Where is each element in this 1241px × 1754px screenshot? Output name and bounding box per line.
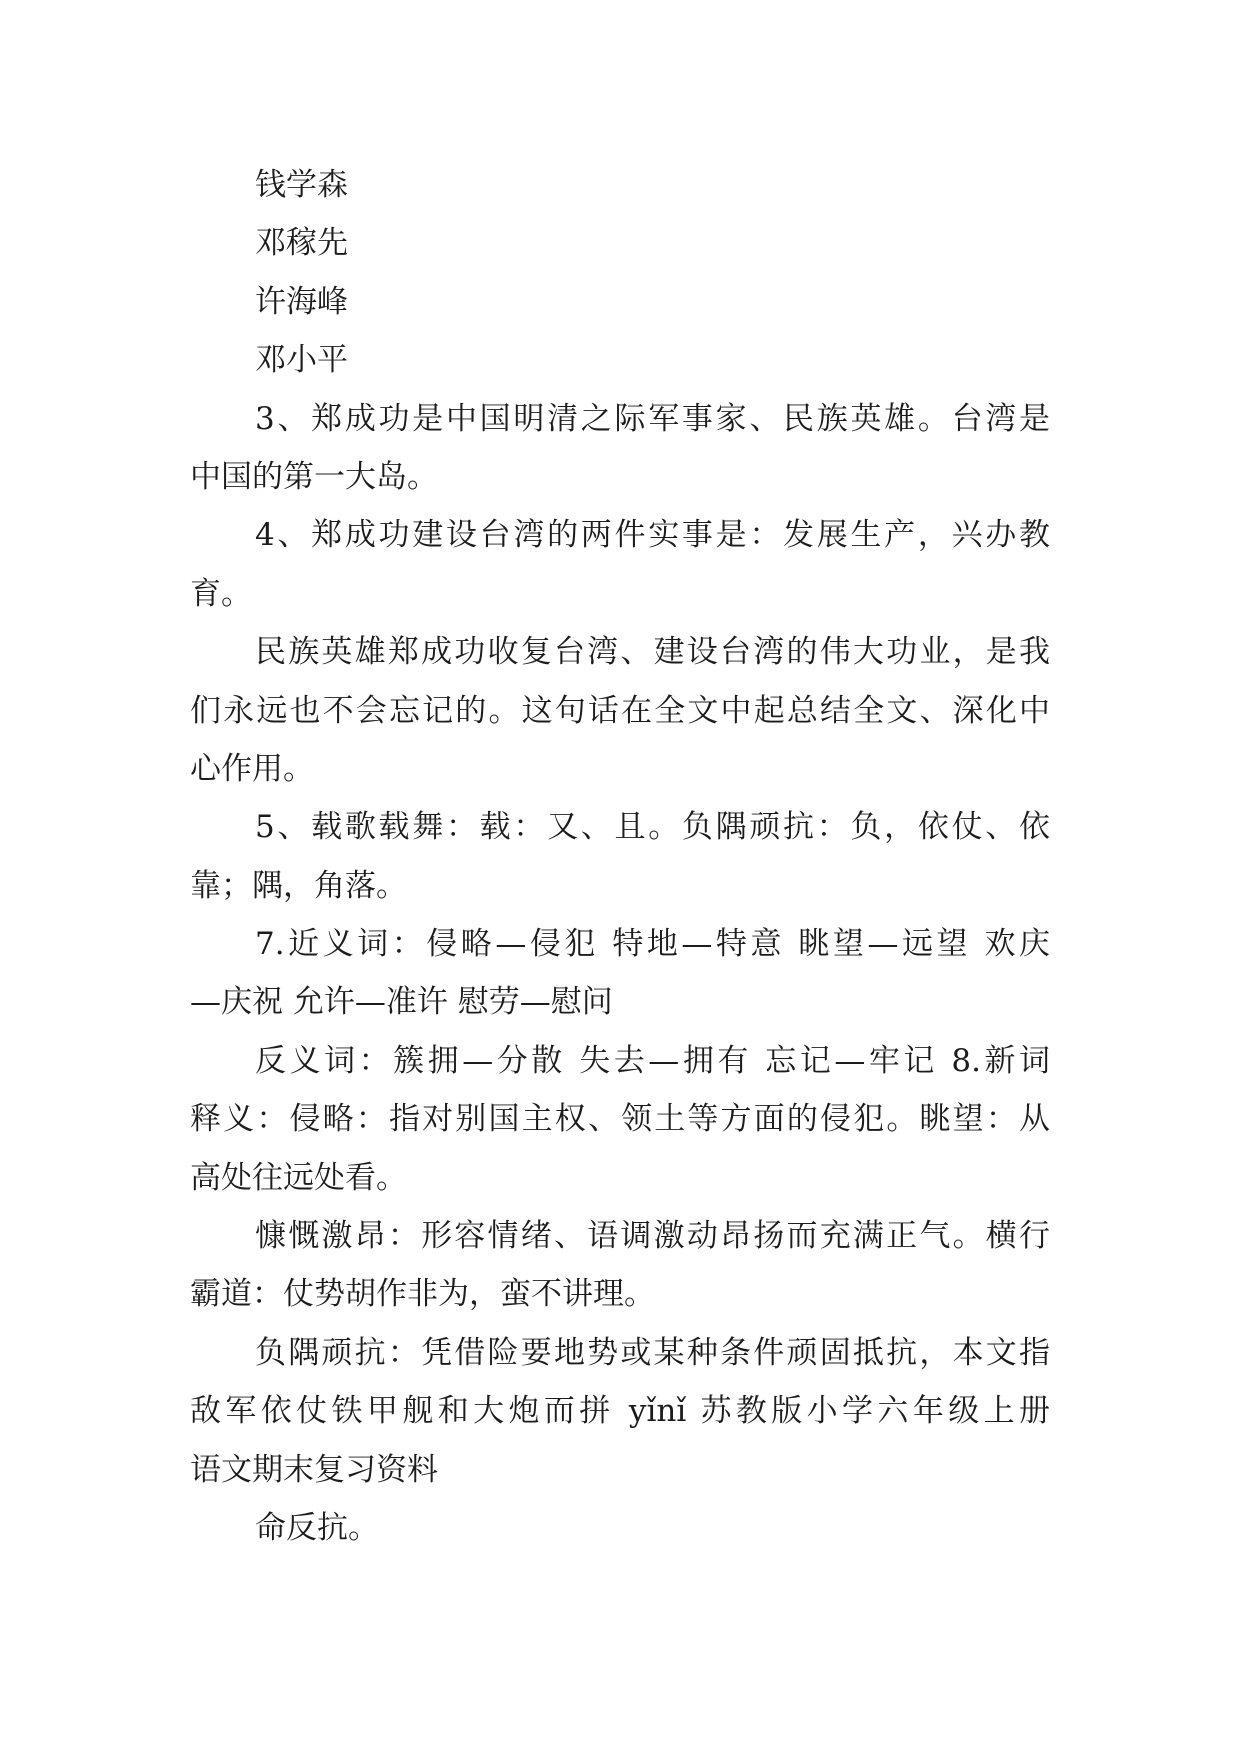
paragraph-item-3 xyxy=(190,390,1241,507)
paragraph-definition-kangkai xyxy=(190,1207,1241,1324)
text-line: 反义词：簇拥—分散 失去—拥有 忘记—牢记 8.新词 xyxy=(255,1042,1050,1079)
paragraph-name-qian-xuesen xyxy=(190,156,1241,214)
text-line: 慷慨激昂：形容情绪、语调激动昂扬而充满正气。横行 xyxy=(255,1218,1050,1255)
paragraph-name-deng-xiaoping xyxy=(190,331,1241,389)
text-line: 邓小平 xyxy=(255,342,348,379)
paragraph-name-deng-jiaxian xyxy=(190,214,1241,272)
text-line: 敌军依仗铁甲舰和大炮而拼 yǐnǐ 苏教版小学六年级上册 xyxy=(190,1393,1050,1430)
text-line: 7.近义词：侵略—侵犯 特地—特意 眺望—远望 欢庆 xyxy=(255,926,1050,963)
text-line: 释义：侵略：指对别国主权、领土等方面的侵犯。眺望：从 xyxy=(190,1101,1050,1138)
paragraph-name-xu-haifeng xyxy=(190,273,1241,331)
paragraph-antonyms-and-definitions xyxy=(190,1032,1241,1207)
text-line: —庆祝 允许—准许 慰劳—慰问 xyxy=(190,984,613,1021)
text-line: 们永远也不会忘记的。这句话在全文中起总结全文、深化中 xyxy=(190,692,1050,729)
text-line: 钱学森 xyxy=(255,167,348,203)
paragraph-synonyms xyxy=(190,915,1241,1032)
text-line: 高处往远处看。 xyxy=(190,1159,407,1196)
paragraph-item-4 xyxy=(190,506,1241,623)
text-line: 4、郑成功建设台湾的两件实事是：发展生产，兴办教 xyxy=(255,517,1050,554)
text-line: 靠；隅，角落。 xyxy=(190,867,407,904)
text-line: 心作用。 xyxy=(190,750,314,787)
text-line: 3、郑成功是中国明清之际军事家、民族英雄。台湾是 xyxy=(255,400,1050,437)
paragraph-item-5 xyxy=(190,798,1241,915)
text-line: 语文期末复习资料 xyxy=(190,1451,438,1488)
paragraph-closing xyxy=(190,1499,1241,1557)
text-line: 育。 xyxy=(190,575,252,612)
text-line: 命反抗。 xyxy=(255,1509,379,1546)
text-line: 霸道：仗势胡作非为，蛮不讲理。 xyxy=(190,1276,655,1313)
text-line: 中国的第一大岛。 xyxy=(190,458,438,495)
text-line: 5、载歌载舞：载：又、且。负隅顽抗：负，依仗、依 xyxy=(255,809,1050,846)
text-line: 民族英雄郑成功收复台湾、建设台湾的伟大功业，是我 xyxy=(255,634,1050,671)
paragraph-summary-sentence xyxy=(190,623,1241,798)
text-line: 邓稼先 xyxy=(255,225,348,262)
text-line: 负隅顽抗：凭借险要地势或某种条件顽固抵抗，本文指 xyxy=(255,1334,1050,1371)
paragraph-definition-fuyu xyxy=(190,1324,1241,1499)
text-line: 许海峰 xyxy=(255,283,348,320)
